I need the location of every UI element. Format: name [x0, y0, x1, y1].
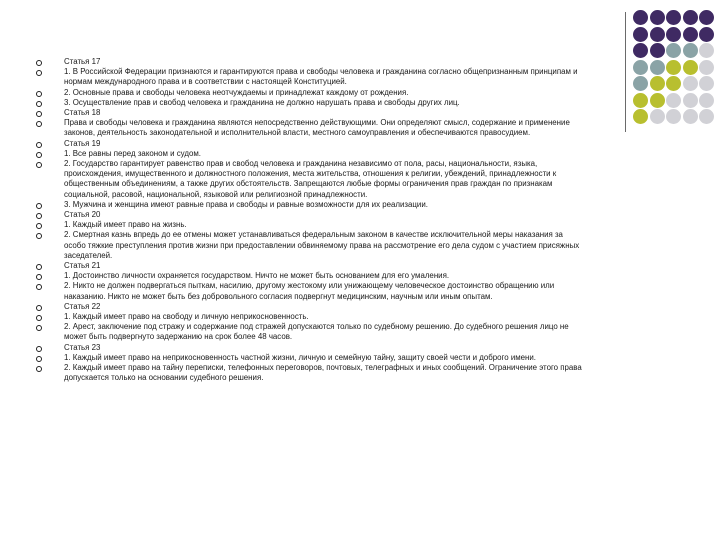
list-item-text: Статья 18	[64, 108, 101, 118]
list-item	[36, 230, 586, 261]
slide-body	[36, 57, 586, 384]
list-item-text: 1. В Российской Федерации признаются и гарантируются права и свободы человека и гражданина согласно общепризнанным принципам и нормам международного права и в соответствии с настоящей Конституцией.	[64, 67, 578, 87]
bullet-icon	[36, 284, 42, 290]
decor-dot	[666, 76, 681, 91]
decor-dot	[633, 27, 648, 42]
decor-dot	[683, 27, 698, 42]
list-item-text: 2. Смертная казнь впредь до ее отмены может устанавливаться федеральным законом в качестве исключительной меры наказания за особо тяжкие преступления против жизни при предоставлении обвиняемому права на рассмотрение его дела судом с участием присяжных заседателей.	[64, 230, 580, 260]
bullet-icon	[36, 264, 42, 270]
list-item-text: Права и свободы человека и гражданина являются непосредственно действующими. Они определяют смысл, содержание и применение законов, деятельность законодательной и исполнительной власти, местного самоуправления и обеспечиваются правосудием.	[64, 118, 570, 138]
bullet-icon	[36, 346, 42, 352]
list-item	[36, 210, 586, 220]
list-item-text: 2. Основные права и свободы человека неотчуждаемы и принадлежат каждому от рождения.	[64, 87, 409, 97]
bullet-icon	[36, 356, 42, 362]
bullet-icon	[36, 213, 42, 219]
decor-dot	[650, 10, 665, 25]
list-item-text: 3. Мужчина и женщина имеют равные права и свободы и равные возможности для их реализации.	[64, 199, 428, 209]
list-item	[36, 118, 586, 138]
decor-dot	[699, 27, 714, 42]
bullet-icon	[36, 305, 42, 311]
bullet-icon	[36, 274, 42, 280]
list-item	[36, 88, 586, 98]
list-item-text: Статья 19	[64, 138, 101, 148]
decor-dot	[633, 76, 648, 91]
decor-dot	[633, 43, 648, 58]
decor-dot	[683, 76, 698, 91]
decor-dot	[633, 93, 648, 108]
decor-dot	[699, 109, 714, 124]
bullet-icon	[36, 152, 42, 158]
list-item-text: 3. Осуществление прав и свобод человека и гражданина не должно нарушать права и свободы других лиц.	[64, 97, 460, 107]
list-item	[36, 322, 586, 342]
decor-dot	[650, 109, 665, 124]
decor-dot	[699, 43, 714, 58]
list-item	[36, 159, 586, 200]
decor-dot	[666, 109, 681, 124]
list-item-text: 1. Каждый имеет право на неприкосновенность частной жизни, личную и семейную тайну, защиту своей чести и доброго имени.	[64, 352, 536, 362]
decor-dot	[650, 43, 665, 58]
list-item	[36, 281, 586, 301]
decor-dot	[650, 93, 665, 108]
list-item	[36, 271, 586, 281]
bullet-icon	[36, 111, 42, 117]
decorative-dot-grid	[633, 10, 717, 120]
list-item	[36, 353, 586, 363]
bullet-icon	[36, 60, 42, 66]
bullet-icon	[36, 203, 42, 209]
bullet-icon	[36, 233, 42, 239]
list-item	[36, 139, 586, 149]
decor-dot	[699, 76, 714, 91]
decor-dot	[633, 109, 648, 124]
list-item	[36, 108, 586, 118]
bullet-icon	[36, 162, 42, 168]
list-item-text: Статья 23	[64, 342, 101, 352]
bullet-icon	[36, 121, 42, 127]
list-item-text: Статья 20	[64, 210, 101, 220]
bullet-icon	[36, 366, 42, 372]
list-item	[36, 57, 586, 67]
decor-dot	[633, 10, 648, 25]
decor-dot	[666, 93, 681, 108]
bullet-icon	[36, 223, 42, 229]
decor-dot	[650, 27, 665, 42]
list-item-text: 1. Каждый имеет право на жизнь.	[64, 220, 187, 230]
bullet-icon	[36, 70, 42, 76]
decor-dot	[683, 43, 698, 58]
list-item	[36, 363, 586, 383]
list-item-text: 2. Каждый имеет право на тайну переписки, телефонных переговоров, почтовых, телеграфных и иных сообщений. Ограничение этого права допускается только на основании судебного решения.	[64, 363, 582, 383]
decor-dot	[699, 10, 714, 25]
bullet-icon	[36, 101, 42, 107]
bullet-icon	[36, 325, 42, 331]
list-item	[36, 98, 586, 108]
decor-dot	[699, 93, 714, 108]
decor-dot	[650, 60, 665, 75]
bullet-icon	[36, 142, 42, 148]
bullet-icon	[36, 91, 42, 97]
decor-dot	[666, 60, 681, 75]
decor-dot	[699, 60, 714, 75]
decor-dot	[683, 109, 698, 124]
decor-dot	[683, 10, 698, 25]
list-item-text: Статья 21	[64, 261, 101, 271]
list-item-text: Статья 17	[64, 57, 101, 66]
decor-dot	[633, 60, 648, 75]
list-item-text: 2. Арест, заключение под стражу и содержание под стражей допускаются только по судебному решению. До судебного решения лицо не может быть подвергнуто задержанию на срок более 48 часов.	[64, 322, 569, 342]
decor-dot	[683, 93, 698, 108]
list-item-text: 2. Государство гарантирует равенство прав и свобод человека и гражданина независимо от пола, расы, национальности, языка, происхождения, имущественного и должностного положения, места жительства, отношения к религии, убеждений, принадлежности к общественным объединениям, а также других обстоятельств. Запрещаются любые формы ограничения прав граждан по признакам социальной, расовой, национальной, языковой или религиозной принадлежности.	[64, 159, 557, 199]
list-item	[36, 302, 586, 312]
list-item	[36, 312, 586, 322]
list-item-text: 1. Все равны перед законом и судом.	[64, 148, 201, 158]
list-item-text: 2. Никто не должен подвергаться пыткам, насилию, другому жестокому или унижающему человеческое достоинство обращению или наказанию. Никто не может быть без добровольного согласия подвергнут медицинским, научным или иным опытам.	[64, 281, 555, 301]
list-item	[36, 149, 586, 159]
decor-dot	[666, 27, 681, 42]
list-item-text: 1. Достоинство личности охраняется государством. Ничто не может быть основанием для его умаления.	[64, 271, 450, 281]
list-item	[36, 220, 586, 230]
decor-dot	[666, 10, 681, 25]
decor-dot	[683, 60, 698, 75]
bullet-icon	[36, 315, 42, 321]
list-item	[36, 261, 586, 271]
decor-dot	[666, 43, 681, 58]
list-item	[36, 200, 586, 210]
list-item-text: 1. Каждый имеет право на свободу и личную неприкосновенность.	[64, 312, 309, 322]
list-item	[36, 343, 586, 353]
list-item	[36, 67, 586, 87]
decor-dot	[650, 76, 665, 91]
divider-line	[625, 12, 626, 132]
list-item-text: Статья 22	[64, 301, 101, 311]
